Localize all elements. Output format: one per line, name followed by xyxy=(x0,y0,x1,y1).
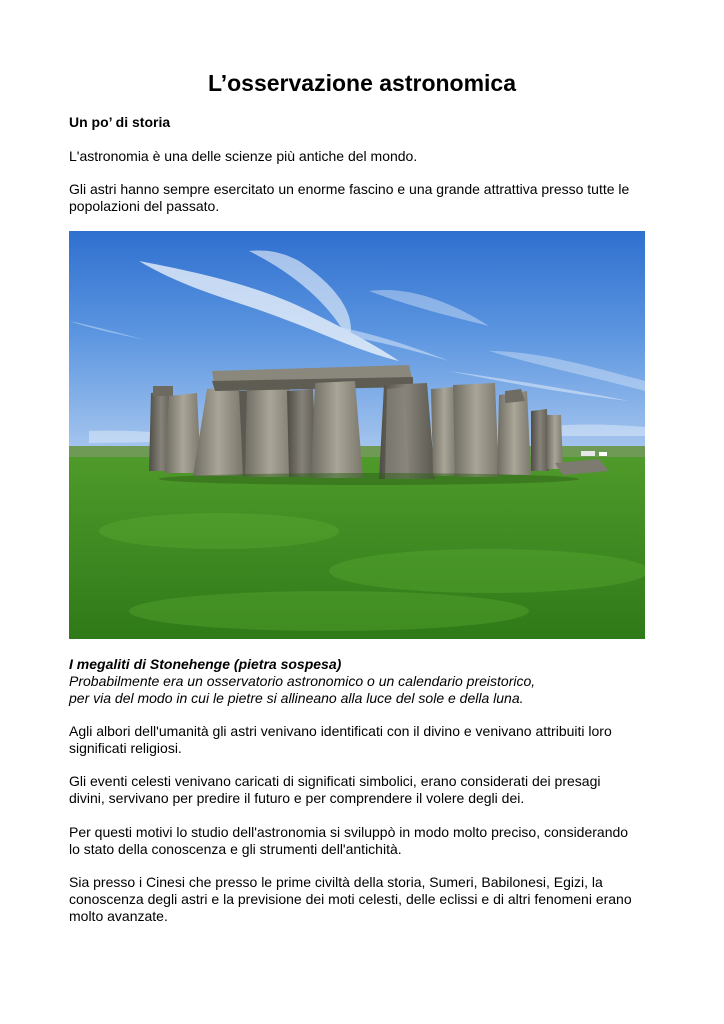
caption-line-1: Probabilmente era un osservatorio astronomico o un calendario preistorico, xyxy=(69,673,536,689)
photo-caption xyxy=(69,656,659,707)
page-title: L’osservazione astronomica xyxy=(207,70,517,96)
body-paragraph-4: Sia presso i Cinesi che presso le prime civiltà della storia, Sumeri, Babilonesi, Egizi, la conoscenza degli astri e la previsione dei moti celesti, delle eclissi e di altri fenomeni erano molto avanzate. xyxy=(69,874,632,924)
body-paragraph-2: Gli eventi celesti venivano caricati di significati simbolici, erano considerati dei presagi divini, servivano per predire il futuro e per comprendere il volere degli dei. xyxy=(69,773,601,806)
body-paragraph-3: Per questi motivi lo studio dell'astronomia si sviluppò in modo molto preciso, considerando lo stato della conoscenza e gli strumenti dell'antichità. xyxy=(69,824,629,857)
section-subheading: Un po’ di storia xyxy=(69,114,171,130)
body-paragraph-1: Agli albori dell'umanità gli astri venivano identificati con il divino e venivano attribuiti loro significati religiosi. xyxy=(69,723,612,756)
stonehenge-photo xyxy=(69,231,645,639)
caption-line-2: per via del modo in cui le pietre si allineano alla luce del sole e della luna. xyxy=(69,690,524,706)
caption-title: I megaliti di Stonehenge (pietra sospesa) xyxy=(69,656,342,672)
intro-paragraph-2: Gli astri hanno sempre esercitato un enorme fascino e una grande attrattiva presso tutte le popolazioni del passato. xyxy=(69,181,630,214)
intro-paragraph-1: L'astronomia è una delle scienze più antiche del mondo. xyxy=(69,148,418,164)
